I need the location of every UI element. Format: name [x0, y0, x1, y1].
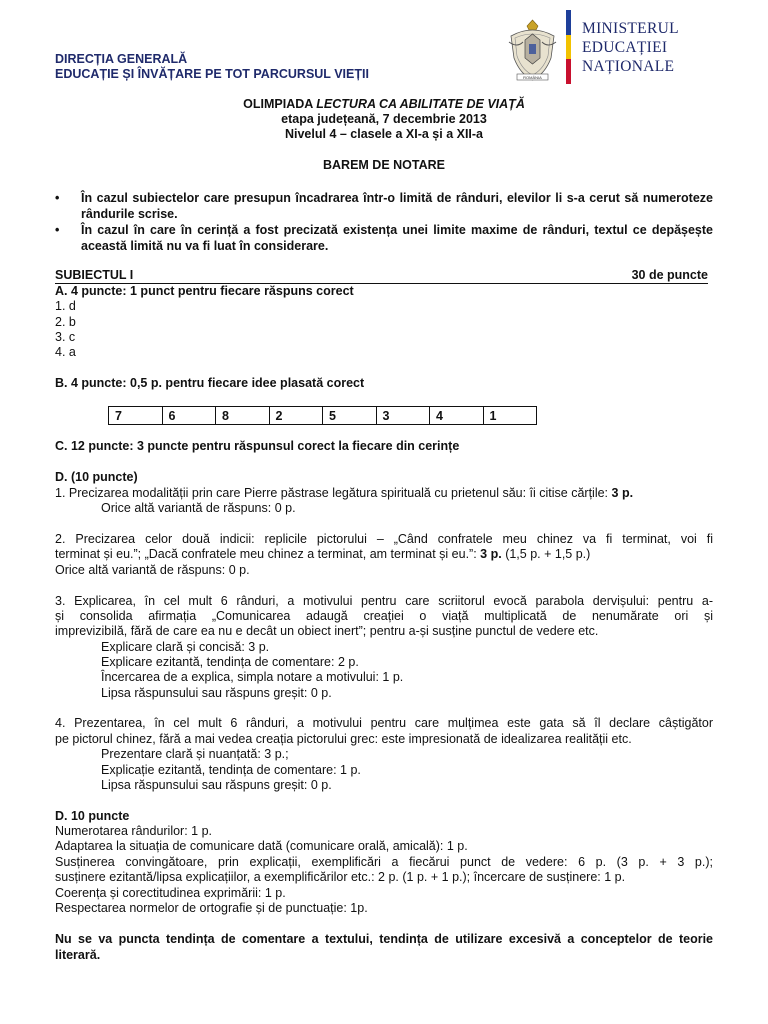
section-c-title: C. 12 puncte: 3 puncte pentru răspunsul corect la fiecare din cerințe	[55, 439, 460, 453]
ministry-logo-text	[582, 19, 679, 76]
sequence-cell: 4	[430, 407, 484, 425]
sequence-cell: 1	[483, 407, 537, 425]
answer-item: 3. c	[55, 330, 76, 344]
subject-points: 30 de puncte	[631, 268, 708, 282]
ministry-line-2: EDUCAȚIEI	[582, 39, 668, 56]
final-note: Nu se va puncta tendința de comentare a textului, tendința de utilizare excesivă a conceptelor de teorie literară.	[55, 932, 713, 962]
d-item-2-text: terminat și eu.”; „Dacă confratele meu chinez a terminat, am terminat și eu.”:	[55, 547, 481, 561]
notes-list	[55, 190, 713, 254]
d-item-4-line-1: 4. Prezentarea, în cel mult 6 rânduri, a motivului pentru care mulțimea este gata să îl declare câștigător	[55, 716, 713, 730]
olympiad-stage: etapa județeană, 7 decembrie 2013	[281, 112, 487, 126]
d-item-2-points: 3 p.	[480, 547, 502, 561]
olympiad-prefix: OLIMPIADA	[243, 97, 313, 111]
sequence-cell: 2	[269, 407, 323, 425]
d-item-2-other: Orice altă variantă de răspuns: 0 p.	[55, 563, 250, 577]
coat-of-arms-icon	[505, 18, 560, 84]
section-d2-title: D. 10 puncte	[55, 809, 130, 823]
d2-line: susținere ezitantă/lipsa explicațiilor, a exemplificărilor etc.: 2 p. (1 p. + 1 p.); încercare de susținere: 1 p.	[55, 870, 626, 884]
note-item: • În cazul în care în cerință a fost precizată existența unei limite maxime de rânduri, textul ce depășește această limită nu va fi luat în considerare.	[55, 223, 713, 253]
d2-line: Adaptarea la situația de comunicare dată (comunicare orală, amicală): 1 p.	[55, 839, 468, 853]
section-a-title: A. 4 puncte: 1 punct pentru fiecare răspuns corect	[55, 284, 354, 298]
olympiad-level: Nivelul 4 – clasele a XI-a și a XII-a	[284, 127, 484, 141]
d-item-1-other: Orice altă variantă de răspuns: 0 p.	[101, 501, 296, 515]
flag-red-stripe	[566, 59, 571, 84]
criterion: Lipsa răspunsului sau răspuns greșit: 0 p.	[101, 778, 332, 792]
d-item-3-line-3: imprevizibilă, fără de care ea nu e decât un obiect inert”; pentru a-și susține punctul de vedere etc.	[55, 624, 599, 638]
section-d-title: D. (10 puncte)	[55, 470, 138, 484]
criterion: Lipsa răspunsului sau răspuns greșit: 0 p.	[101, 686, 332, 700]
answer-item: 1. d	[55, 299, 76, 313]
d2-line: Numerotarea rândurilor: 1 p.	[55, 824, 213, 838]
d-item-2-breakdown: (1,5 p. + 1,5 p.)	[501, 547, 591, 561]
directorate-heading	[55, 52, 369, 82]
answer-item: 4. a	[55, 345, 76, 359]
d-item-1-text: 1. Precizarea modalității prin care Pierre păstrase legătura spirituală cu prietenul său: îi citise cărțile:	[55, 486, 612, 500]
d2-line: Coerența și corectitudinea exprimării: 1 p.	[55, 886, 286, 900]
flag-blue-stripe	[566, 10, 571, 35]
criterion: Prezentare clară și nuanțată: 3 p.;	[101, 747, 289, 761]
olympiad-title	[0, 97, 768, 112]
sequence-table	[108, 406, 537, 425]
subject-title: SUBIECTUL I	[55, 268, 134, 282]
ministry-line-1: MINISTERUL	[582, 20, 679, 37]
criterion: Explicație ezitantă, tendința de comentare: 1 p.	[101, 763, 361, 777]
sequence-row	[109, 407, 537, 425]
subject-heading	[55, 268, 708, 284]
olympiad-name: LECTURA CA ABILITATE DE VIAȚĂ	[316, 97, 525, 111]
d2-line: Susținerea convingătoare, prin explicații, exemplificări a fiecărui punct de vedere: 6 p. (3 p. + 3 p.);	[55, 855, 713, 869]
criterion: Explicare ezitantă, tendința de comentare: 2 p.	[101, 655, 359, 669]
ministry-line-3: NAȚIONALE	[582, 58, 675, 75]
criterion: Explicare clară și concisă: 3 p.	[101, 640, 270, 654]
d-item-1-points: 3 p.	[611, 486, 634, 500]
flag-bar	[566, 10, 571, 84]
crest-label: ROMÂNIA	[523, 75, 542, 80]
d-item-2-line-2	[55, 546, 590, 562]
barem-title: BAREM DE NOTARE	[323, 158, 445, 172]
answer-item: 2. b	[55, 315, 76, 329]
d-item-4-line-2: pe pictorul chinez, fără a mai vedea creația pictorului grec: este impresionată de idealizarea realității etc.	[55, 732, 632, 746]
d-item-1	[55, 485, 633, 501]
d-item-2-line-1: 2. Precizarea celor două indicii: replicile pictorului – „Când confratele meu chinez va fi terminat, voi fi	[55, 532, 713, 546]
d-item-3-line-1: 3. Explicarea, în cel mult 6 rânduri, a motivului pentru care scriitorul evocă parabola dervișului: pentru a-	[55, 594, 713, 608]
d-item-3-line-2: și consolida afirmația „Comunicarea adaugă creației o viață multiplicată de nenumărate ori și	[55, 609, 713, 623]
sequence-cell: 6	[162, 407, 216, 425]
sequence-cell: 3	[376, 407, 430, 425]
d2-line: Respectarea normelor de ortografie și de punctuație: 1p.	[55, 901, 368, 915]
sequence-cell: 5	[323, 407, 377, 425]
directorate-line-2: EDUCAȚIE ȘI ÎNVĂȚARE PE TOT PARCURSUL VIEȚII	[55, 67, 369, 81]
sequence-cell: 8	[216, 407, 270, 425]
sequence-cell: 7	[109, 407, 163, 425]
criterion: Încercarea de a explica, simpla notare a motivului: 1 p.	[101, 670, 404, 684]
directorate-line-1: DIRECȚIA GENERALĂ	[55, 52, 188, 66]
section-b-title: B. 4 puncte: 0,5 p. pentru fiecare idee plasată corect	[55, 376, 365, 390]
note-text: În cazul subiectelor care presupun încadrarea într-o limită de rânduri, elevilor li s-a cerut să numeroteze rândurile scrise.	[81, 191, 713, 221]
note-item: • În cazul subiectelor care presupun încadrarea într-o limită de rânduri, elevilor li s-a cerut să numeroteze rândurile scrise.	[55, 191, 713, 221]
flag-yellow-stripe	[566, 35, 571, 60]
note-text: În cazul în care în cerință a fost precizată existența unei limite maxime de rânduri, textul ce depășește această limită nu va fi luat în considerare.	[81, 223, 713, 253]
